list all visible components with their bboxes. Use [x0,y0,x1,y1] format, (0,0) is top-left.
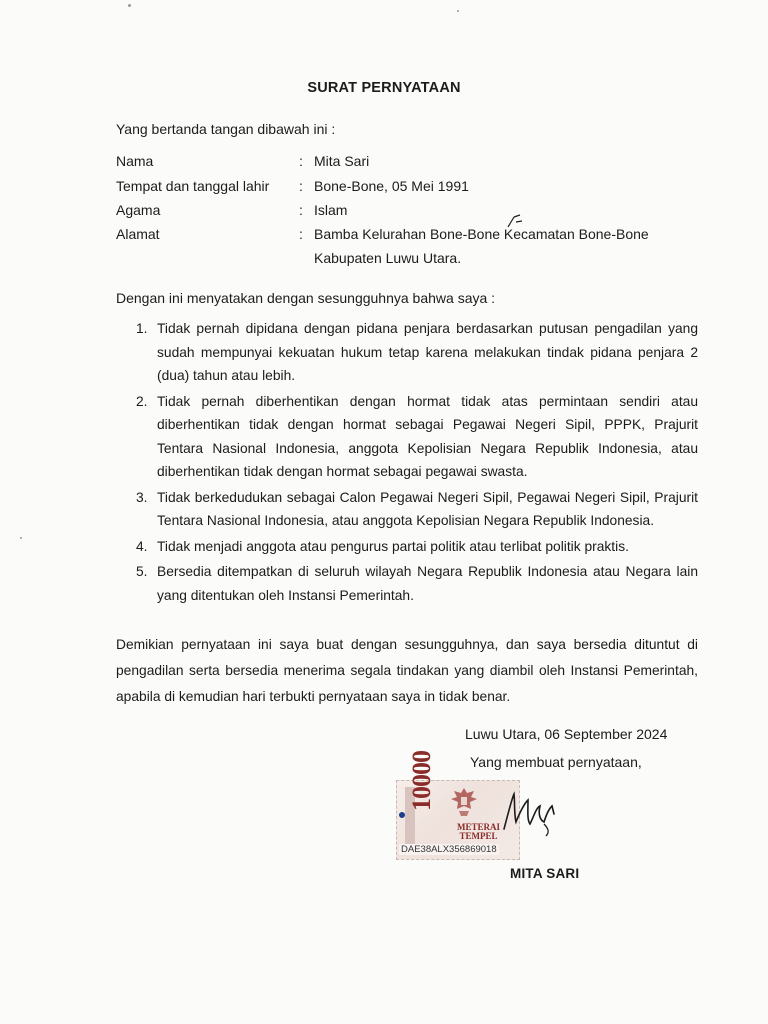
document-title: SURAT PERNYATAAN [307,80,461,96]
list-item [116,486,698,533]
list-item-text: Bersedia ditempatkan di seluruh wilayah Negara Republik Indonesia atau Negara lain yang ditentukan oleh Instansi Pemerintah. [157,564,698,603]
field-label-religion: Agama [116,202,161,218]
stamp-denomination: 10000 [407,751,436,811]
field-colon: : [299,153,303,169]
list-item-number: 2. [136,393,148,409]
scan-speck [20,537,22,539]
field-colon: : [299,202,303,218]
list-item [116,560,698,607]
scan-speck [457,10,459,12]
scan-speck [128,4,131,7]
garuda-emblem-icon [447,785,481,819]
declaration-intro: Dengan ini menyatakan dengan sesungguhnya bahwa saya : [116,290,496,306]
stamp-label-line2: TEMPEL [459,831,498,841]
list-item-text: Tidak menjadi anggota atau pengurus partai politik atau terlibat politik praktis. [157,538,629,554]
list-item-text: Tidak berkedudukan sebagai Calon Pegawai Negeri Sipil, Pegawai Negeri Sipil, Prajurit Tentara Nasional Indonesia, atau anggota Kepolisian Negara Republik Indonesia. [157,489,698,528]
list-item [116,317,698,388]
field-label-address: Alamat [116,226,160,242]
closing-paragraph: Demikian pernyataan ini saya buat dengan sesungguhnya, dan saya bersedia dituntut di pengadilan serta bersedia menerima segala tindakan yang diambil oleh Instansi Pemerintah, apabila di kemudian hari terbukti pernyataan saya in tidak benar. [116,637,698,704]
field-value-address: Bamba Kelurahan Bone-Bone Kecamatan Bone-Bone Kabupaten Luwu Utara. [314,226,649,266]
list-item-number: 1. [136,321,148,336]
field-value-birth: Bone-Bone, 05 Mei 1991 [314,178,469,194]
field-label-birth: Tempat dan tanggal lahir [116,178,270,194]
ink-mark-icon [506,213,526,231]
list-item [116,390,698,484]
stamp-label-line1: METERAI [457,822,501,832]
maker-label: Yang membuat pernyataan, [470,754,642,770]
list-item-text: Tidak pernah dipidana dengan pidana penjara berdasarkan putusan pengadilan yang sudah mempunyai kekuatan hukum tetap karena melakukan tindak pidana penjara 2 (dua) tahun atau lebih. [157,321,698,383]
field-colon: : [299,226,303,242]
list-item-text: Tidak pernah diberhentikan dengan hormat tidak atas permintaan sendiri atau diberhentikan tidak dengan hormat sebagai Pegawai Negeri Sipil, PPPK, Prajurit Tentara Nasional Indonesia, anggota Kepolisian Negara Republik Indonesia, atau diberhentikan tidak dengan hormat sebagai pegawai swasta. [157,393,698,479]
place-and-date: Luwu Utara, 06 September 2024 [465,726,668,742]
list-item-number: 5. [136,564,148,579]
list-item-number: 3. [136,489,148,505]
field-value-name: Mita Sari [314,153,370,169]
statement-list [116,317,698,609]
stamp-serial: DAE38ALX356869018 [401,844,497,855]
list-item [116,535,698,559]
handwritten-signature [484,784,564,844]
field-value-religion: Islam [314,202,348,218]
list-item-number: 4. [136,538,148,554]
signer-name: MITA SARI [510,866,580,881]
field-colon: : [299,178,303,194]
stamp-hologram-dot [399,812,405,818]
field-label-name: Nama [116,153,154,169]
intro-text: Yang bertanda tangan dibawah ini : [116,121,336,137]
